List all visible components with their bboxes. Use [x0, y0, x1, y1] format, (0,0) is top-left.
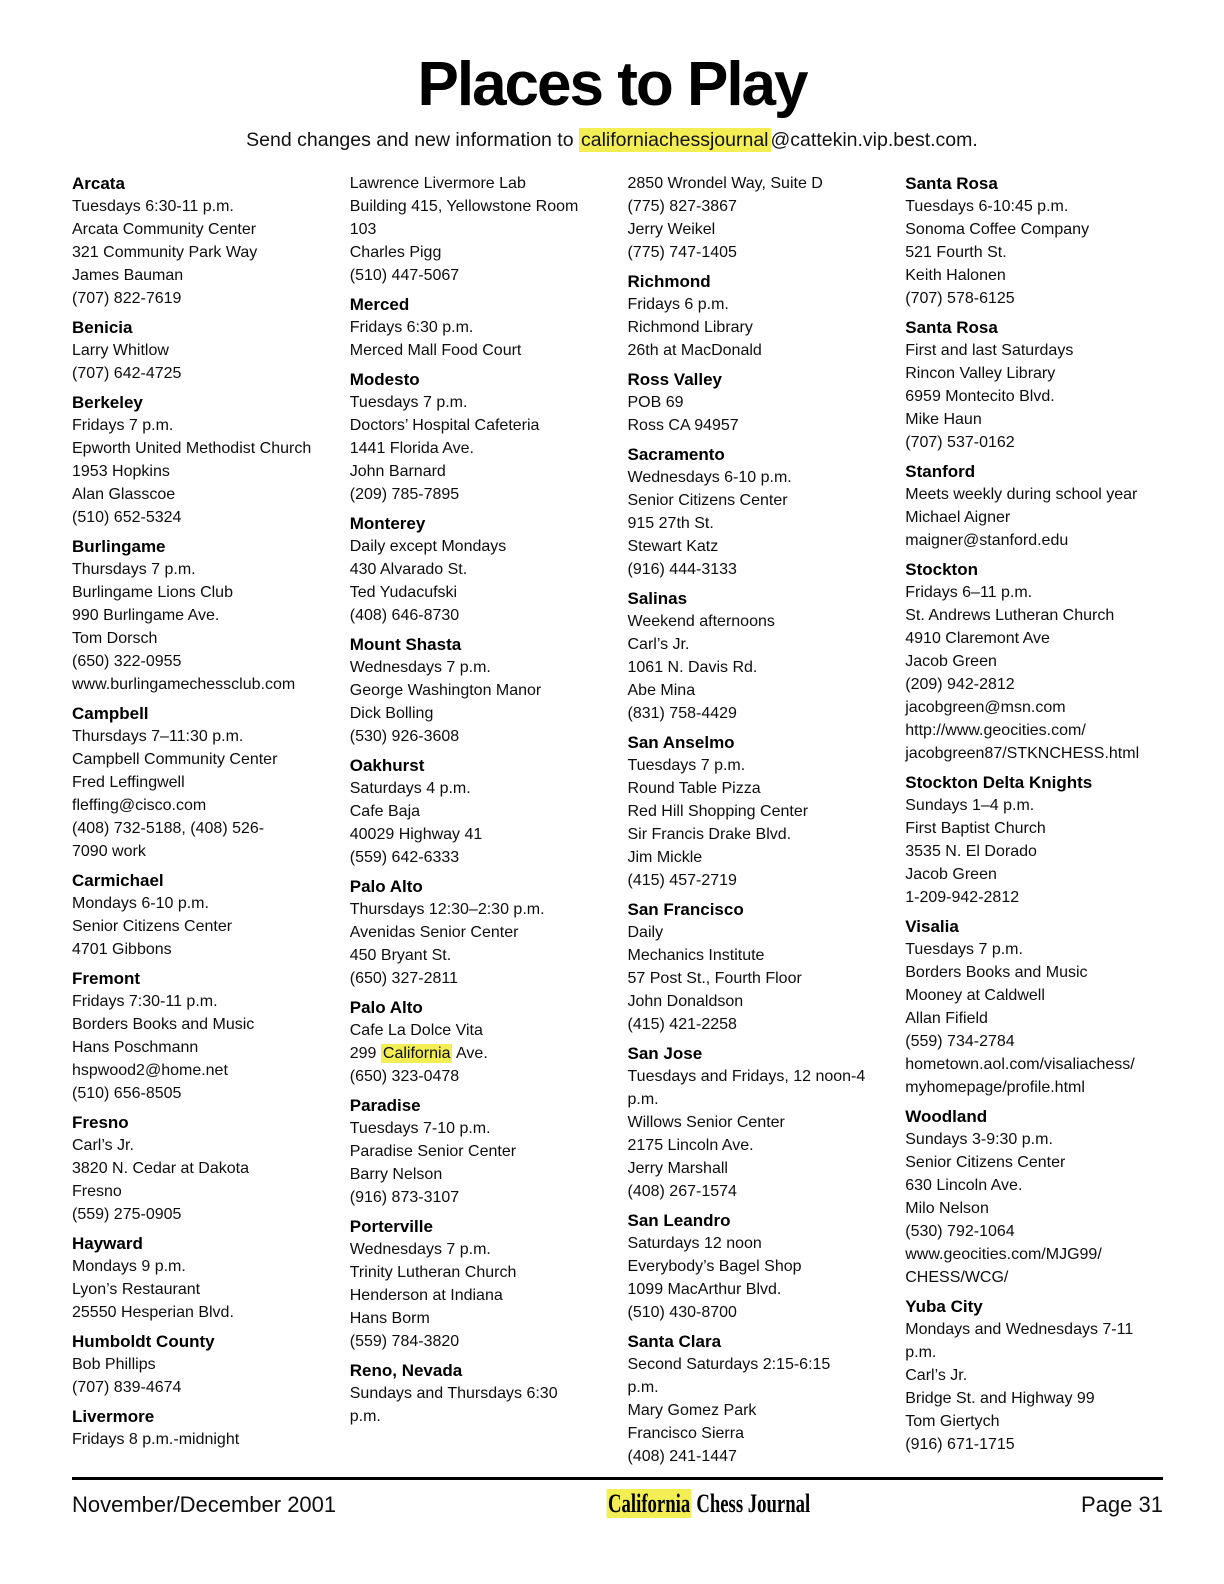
- city-heading: Carmichael: [72, 871, 164, 891]
- city-heading: Merced: [349, 295, 410, 315]
- entry-line: Everybody’s Bagel Shop: [627, 1258, 802, 1276]
- entry-line: Senior Citizens Center: [905, 1154, 1066, 1172]
- club-entry: [905, 771, 1163, 909]
- entry-line: Red Hill Shopping Center: [627, 803, 809, 821]
- entry-line: (530) 926-3608: [349, 728, 460, 746]
- entry-line: Fridays 6–11 p.m.: [905, 584, 1033, 602]
- city-heading: Sacramento: [627, 445, 725, 465]
- entry-line: hometown.aol.com/visaliachess/: [905, 1056, 1135, 1074]
- entry-line: Cafe La Dolce Vita: [349, 1022, 483, 1040]
- club-entry: [72, 702, 330, 863]
- entry-line: Mondays 6-10 p.m.: [72, 895, 209, 913]
- entry-line: p.m.: [349, 1408, 381, 1426]
- entry-line: Wednesdays 7 p.m.: [349, 1241, 491, 1259]
- entry-line: (775) 747-1405: [627, 244, 737, 262]
- city-heading: Richmond: [627, 272, 711, 292]
- entry-line: Fridays 6:30 p.m.: [349, 319, 474, 337]
- city-heading: Ross Valley: [627, 370, 723, 390]
- entry-line: John Donaldson: [627, 993, 744, 1011]
- column-4: [905, 172, 1163, 1456]
- entry-line: Carl’s Jr.: [905, 1367, 968, 1385]
- entry-line: jacobgreen@msn.com: [905, 699, 1066, 717]
- city-heading: Burlingame: [72, 537, 166, 557]
- entry-line: Mary Gomez Park: [627, 1402, 757, 1420]
- entry-line: 57 Post St., Fourth Floor: [627, 970, 802, 988]
- entry-line: Hans Borm: [349, 1310, 430, 1328]
- highlighted-text: California: [382, 1045, 451, 1063]
- entry-line: 40029 Highway 41: [349, 826, 483, 844]
- entry-line: maigner@stanford.edu: [905, 532, 1069, 550]
- entry-line: Sonoma Coffee Company: [905, 221, 1090, 239]
- entry-line: jacobgreen87/STKNCHESS.html: [905, 745, 1140, 763]
- city-heading: Palo Alto: [349, 877, 423, 897]
- entry-line: Bridge St. and Highway 99: [905, 1390, 1095, 1408]
- entry-line: Borders Books and Music: [905, 964, 1088, 982]
- city-heading: Hayward: [72, 1234, 143, 1254]
- entry-line: Thursdays 12:30–2:30 p.m.: [349, 901, 545, 919]
- entry-line: Rincon Valley Library: [905, 365, 1056, 383]
- entry-line: Bob Phillips: [72, 1356, 156, 1374]
- page-footer: [72, 1477, 1163, 1519]
- entry-line: Tuesdays 7-10 p.m.: [349, 1120, 491, 1138]
- city-heading: Palo Alto: [349, 998, 423, 1018]
- entry-line: 7090 work: [72, 843, 146, 861]
- entry-line: Mechanics Institute: [627, 947, 765, 965]
- club-entry: [72, 967, 330, 1105]
- city-heading: San Anselmo: [627, 733, 735, 753]
- entry-line: Tom Giertych: [905, 1413, 1000, 1431]
- club-entry: [628, 1209, 886, 1324]
- entry-line: Saturdays 4 p.m.: [349, 780, 471, 798]
- entry-line: fleffing@cisco.com: [72, 797, 207, 815]
- entry-line: Fridays 6 p.m.: [627, 296, 729, 314]
- entry-line: Keith Halonen: [905, 267, 1006, 285]
- club-entry: [628, 172, 886, 264]
- entry-line: 1441 Florida Ave.: [349, 440, 474, 458]
- city-heading: Santa Rosa: [905, 174, 998, 194]
- entry-line: 915 27th St.: [627, 515, 714, 533]
- entry-line: p.m.: [627, 1379, 659, 1397]
- club-entry: [350, 875, 608, 990]
- entry-line: (408) 732-5188, (408) 526-: [72, 820, 265, 838]
- club-entry: [350, 172, 608, 287]
- entry-line: www.geocities.com/MJG99/: [905, 1246, 1102, 1264]
- city-heading: Visalia: [905, 917, 959, 937]
- subtitle: Send changes and new information to californiachessjournal @cattekin.vip.best.com.: [246, 129, 978, 152]
- entry-line: Saturdays 12 noon: [627, 1235, 762, 1253]
- city-heading: Campbell: [72, 704, 149, 724]
- entry-line: Cafe Baja: [349, 803, 421, 821]
- entry-line: Doctors’ Hospital Cafeteria: [349, 417, 540, 435]
- entry-line: Thursdays 7 p.m.: [72, 561, 196, 579]
- club-entry: [72, 1405, 330, 1451]
- entry-line: (707) 822-7619: [72, 290, 182, 308]
- entry-line: Sundays 3-9:30 p.m.: [905, 1131, 1053, 1149]
- entry-line: 2175 Lincoln Ave.: [627, 1137, 754, 1155]
- club-entry: [905, 172, 1163, 310]
- entry-line: Epworth United Methodist Church: [72, 440, 312, 458]
- entry-line: Tuesdays and Fridays, 12 noon-4: [627, 1068, 866, 1086]
- club-entry: [628, 898, 886, 1036]
- entry-line: (530) 792-1064: [905, 1223, 1015, 1241]
- entry-line: 450 Bryant St.: [349, 947, 452, 965]
- entry-line: 1061 N. Davis Rd.: [627, 659, 758, 677]
- entry-line: 3820 N. Cedar at Dakota: [72, 1160, 249, 1178]
- entry-line: Stewart Katz: [627, 538, 719, 556]
- entry-line: (415) 457-2719: [627, 872, 737, 890]
- column-3: [628, 172, 886, 1468]
- entry-line: Merced Mall Food Court: [349, 342, 522, 360]
- entry-line: (559) 784-3820: [349, 1333, 460, 1351]
- club-entry: [628, 587, 886, 725]
- entry-line: 299 California Ave.: [349, 1045, 488, 1063]
- entry-line: George Washington Manor: [349, 682, 542, 700]
- entry-line: Willows Senior Center: [627, 1114, 785, 1132]
- entry-line: (916) 671-1715: [905, 1436, 1015, 1454]
- entry-line: First and last Saturdays: [905, 342, 1074, 360]
- entry-line: (408) 646-8730: [349, 607, 460, 625]
- city-heading: Monterey: [349, 514, 426, 534]
- entry-line: Fresno: [72, 1183, 122, 1201]
- entry-line: (559) 275-0905: [72, 1206, 182, 1224]
- entry-line: (707) 839-4674: [72, 1379, 182, 1397]
- club-entry: [72, 1232, 330, 1324]
- entry-line: (559) 734-2784: [905, 1033, 1015, 1051]
- club-entry: [628, 1330, 886, 1468]
- entry-line: (916) 444-3133: [627, 561, 737, 579]
- club-entry: [72, 1330, 330, 1399]
- entry-line: Tuesdays 6:30-11 p.m.: [72, 198, 234, 216]
- entry-line: (559) 642-6333: [349, 849, 460, 867]
- entry-line: Arcata Community Center: [72, 221, 257, 239]
- entry-line: Carl’s Jr.: [627, 636, 690, 654]
- entry-line: Building 415, Yellowstone Room: [349, 198, 579, 216]
- entry-line: 630 Lincoln Ave.: [905, 1177, 1023, 1195]
- club-entry: [350, 368, 608, 506]
- entry-line: (650) 322-0955: [72, 653, 182, 671]
- entry-line: Campbell Community Center: [72, 751, 278, 769]
- club-entry: [350, 293, 608, 362]
- entry-line: myhomepage/profile.html: [905, 1079, 1085, 1097]
- footer-issue-date: November/December 2001: [72, 1492, 337, 1517]
- entry-line: 26th at MacDonald: [627, 342, 762, 360]
- entry-line: Daily: [627, 924, 664, 942]
- entry-line: Senior Citizens Center: [627, 492, 788, 510]
- entry-line: (209) 785-7895: [349, 486, 460, 504]
- club-entry: [628, 270, 886, 362]
- entry-line: Wednesdays 7 p.m.: [349, 659, 491, 677]
- entry-line: 521 Fourth St.: [905, 244, 1007, 262]
- club-entry: [350, 754, 608, 869]
- entry-line: Barry Nelson: [349, 1166, 443, 1184]
- entry-line: Lawrence Livermore Lab: [349, 175, 526, 193]
- club-entry: [628, 1042, 886, 1203]
- club-entry: [905, 1105, 1163, 1289]
- club-entry: [628, 368, 886, 437]
- entry-line: Jerry Marshall: [627, 1160, 728, 1178]
- entry-line: Fred Leffingwell: [72, 774, 185, 792]
- city-heading: San Francisco: [627, 900, 744, 920]
- entry-line: Tuesdays 7 p.m.: [905, 941, 1023, 959]
- listing-columns: [0, 152, 1224, 1468]
- club-entry: [905, 1295, 1163, 1456]
- entry-line: (650) 323-0478: [349, 1068, 460, 1086]
- column-2: [350, 172, 608, 1428]
- entry-line: www.burlingamechessclub.com: [72, 676, 296, 694]
- entry-line: (408) 267-1574: [627, 1183, 737, 1201]
- club-entry: [72, 869, 330, 961]
- entry-line: Fridays 7:30-11 p.m.: [72, 993, 218, 1011]
- club-entry: [72, 391, 330, 529]
- entry-line: Richmond Library: [627, 319, 753, 337]
- footer-brand: California Chess Journal: [608, 1489, 811, 1518]
- entry-line: Charles Pigg: [349, 244, 442, 262]
- entry-line: Abe Mina: [627, 682, 696, 700]
- entry-line: 4701 Gibbons: [72, 941, 172, 959]
- city-heading: San Leandro: [627, 1211, 731, 1231]
- city-heading: Santa Clara: [627, 1332, 722, 1352]
- entry-line: Mike Haun: [905, 411, 982, 429]
- club-entry: [350, 633, 608, 748]
- entry-line: (510) 656-8505: [72, 1085, 182, 1103]
- entry-line: Tuesdays 6-10:45 p.m.: [905, 198, 1069, 216]
- city-heading: San Jose: [627, 1044, 703, 1064]
- entry-line: Mondays 9 p.m.: [72, 1258, 186, 1276]
- entry-line: Daily except Mondays: [349, 538, 507, 556]
- entry-line: Jacob Green: [905, 866, 997, 884]
- entry-line: Avenidas Senior Center: [349, 924, 519, 942]
- entry-line: (510) 430-8700: [627, 1304, 737, 1322]
- entry-line: 1-209-942-2812: [905, 889, 1020, 907]
- club-entry: [350, 996, 608, 1088]
- entry-line: (510) 447-5067: [349, 267, 460, 285]
- entry-line: 990 Burlingame Ave.: [72, 607, 220, 625]
- club-entry: [628, 443, 886, 581]
- entry-line: (707) 578-6125: [905, 290, 1015, 308]
- entry-line: Paradise Senior Center: [349, 1143, 517, 1161]
- city-heading: Fresno: [72, 1113, 129, 1133]
- entry-line: Burlingame Lions Club: [72, 584, 233, 602]
- club-entry: [350, 1094, 608, 1209]
- entry-line: Alan Glasscoe: [72, 486, 176, 504]
- club-entry: [350, 1359, 608, 1428]
- entry-line: 25550 Hesperian Blvd.: [72, 1304, 234, 1322]
- entry-line: (707) 642-4725: [72, 365, 182, 383]
- highlighted-text: californiachessjournal: [580, 129, 769, 152]
- entry-line: (775) 827-3867: [627, 198, 737, 216]
- entry-line: Fridays 7 p.m.: [72, 417, 174, 435]
- entry-line: 3535 N. El Dorado: [905, 843, 1037, 861]
- city-heading: Benicia: [72, 318, 133, 338]
- entry-line: 4910 Claremont Ave: [905, 630, 1050, 648]
- entry-line: Milo Nelson: [905, 1200, 989, 1218]
- entry-line: 1099 MacArthur Blvd.: [627, 1281, 782, 1299]
- entry-line: John Barnard: [349, 463, 446, 481]
- city-heading: Paradise: [349, 1096, 421, 1116]
- city-heading: Yuba City: [905, 1297, 983, 1317]
- entry-line: 430 Alvarado St.: [349, 561, 468, 579]
- entry-line: Lyon’s Restaurant: [72, 1281, 201, 1299]
- entry-line: Wednesdays 6-10 p.m.: [627, 469, 792, 487]
- entry-line: 321 Community Park Way: [72, 244, 258, 262]
- entry-line: First Baptist Church: [905, 820, 1046, 838]
- entry-line: Carl’s Jr.: [72, 1137, 134, 1155]
- city-heading: Arcata: [72, 174, 125, 194]
- entry-line: Mooney at Caldwell: [905, 987, 1045, 1005]
- entry-line: Ross CA 94957: [627, 417, 739, 435]
- entry-line: Jim Mickle: [627, 849, 703, 867]
- entry-line: Mondays and Wednesdays 7-11: [905, 1321, 1134, 1339]
- entry-line: Round Table Pizza: [627, 780, 761, 798]
- entry-line: Borders Books and Music: [72, 1016, 255, 1034]
- city-heading: Reno, Nevada: [349, 1361, 463, 1381]
- footer-page-number: Page 31: [1081, 1492, 1163, 1517]
- city-heading: Humboldt County: [72, 1332, 215, 1352]
- entry-line: Weekend afternoons: [627, 613, 775, 631]
- club-entry: [905, 460, 1163, 552]
- entry-line: Allan Fifield: [905, 1010, 988, 1028]
- entry-line: p.m.: [627, 1091, 659, 1109]
- entry-line: (209) 942-2812: [905, 676, 1015, 694]
- city-heading: Stockton: [905, 560, 978, 580]
- club-entry: [72, 535, 330, 696]
- entry-line: Jacob Green: [905, 653, 997, 671]
- club-entry: [628, 731, 886, 892]
- entry-line: Senior Citizens Center: [72, 918, 233, 936]
- entry-line: POB 69: [627, 394, 684, 412]
- club-entry: [350, 1215, 608, 1353]
- entry-line: Henderson at Indiana: [349, 1287, 503, 1305]
- city-heading: Berkeley: [72, 393, 143, 413]
- city-heading: Woodland: [905, 1107, 988, 1127]
- entry-line: 2850 Wrondel Way, Suite D: [627, 175, 823, 193]
- entry-line: http://www.geocities.com/: [905, 722, 1086, 740]
- entry-line: Sundays 1–4 p.m.: [905, 797, 1035, 815]
- city-heading: Livermore: [72, 1407, 155, 1427]
- entry-line: James Bauman: [72, 267, 184, 285]
- entry-line: p.m.: [905, 1344, 937, 1362]
- entry-line: (510) 652-5324: [72, 509, 182, 527]
- entry-line: Meets weekly during school year: [905, 486, 1138, 504]
- highlighted-text: California: [608, 1489, 691, 1518]
- entry-line: Tuesdays 7 p.m.: [627, 757, 746, 775]
- city-heading: Modesto: [349, 370, 420, 390]
- city-heading: Santa Rosa: [905, 318, 998, 338]
- page-title: Places to Play: [417, 50, 807, 119]
- entry-line: (408) 241-1447: [627, 1448, 737, 1466]
- entry-line: CHESS/WCG/: [905, 1269, 1009, 1287]
- city-heading: Porterville: [349, 1217, 433, 1237]
- entry-line: (415) 421-2258: [627, 1016, 737, 1034]
- club-entry: [72, 1111, 330, 1226]
- entry-line: Hans Poschmann: [72, 1039, 199, 1057]
- entry-line: Michael Aigner: [905, 509, 1011, 527]
- entry-line: St. Andrews Lutheran Church: [905, 607, 1115, 625]
- entry-line: 1953 Hopkins: [72, 463, 170, 481]
- entry-line: Francisco Sierra: [627, 1425, 744, 1443]
- club-entry: [72, 316, 330, 385]
- city-heading: Fremont: [72, 969, 140, 989]
- entry-line: 103: [349, 221, 377, 239]
- entry-line: Second Saturdays 2:15-6:15: [627, 1356, 831, 1374]
- city-heading: Mount Shasta: [349, 635, 462, 655]
- club-entry: [905, 558, 1163, 765]
- city-heading: Stanford: [905, 462, 976, 482]
- entry-line: (916) 873-3107: [349, 1189, 460, 1207]
- club-entry: [905, 915, 1163, 1099]
- entry-line: Dick Bolling: [349, 705, 434, 723]
- club-entry: [350, 512, 608, 627]
- entry-line: Sir Francis Drake Blvd.: [627, 826, 792, 844]
- entry-line: Sundays and Thursdays 6:30: [349, 1385, 558, 1403]
- entry-line: Larry Whitlow: [72, 342, 169, 360]
- entry-line: 6959 Montecito Blvd.: [905, 388, 1055, 406]
- city-heading: Salinas: [627, 589, 688, 609]
- city-heading: Oakhurst: [349, 756, 425, 776]
- entry-line: (831) 758-4429: [627, 705, 737, 723]
- entry-line: Thursdays 7–11:30 p.m.: [72, 728, 244, 746]
- entry-line: Trinity Lutheran Church: [349, 1264, 517, 1282]
- entry-line: Tom Dorsch: [72, 630, 158, 648]
- entry-line: hspwood2@home.net: [72, 1062, 228, 1080]
- club-entry: [905, 316, 1163, 454]
- column-1: [72, 172, 330, 1451]
- entry-line: Jerry Weikel: [627, 221, 716, 239]
- club-entry: [72, 172, 330, 310]
- entry-line: Tuesdays 7 p.m.: [349, 394, 468, 412]
- entry-line: (707) 537-0162: [905, 434, 1015, 452]
- entry-line: Ted Yudacufski: [349, 584, 458, 602]
- entry-line: Fridays 8 p.m.-midnight: [72, 1431, 240, 1449]
- entry-line: (650) 327-2811: [349, 970, 458, 988]
- city-heading: Stockton Delta Knights: [905, 773, 1093, 793]
